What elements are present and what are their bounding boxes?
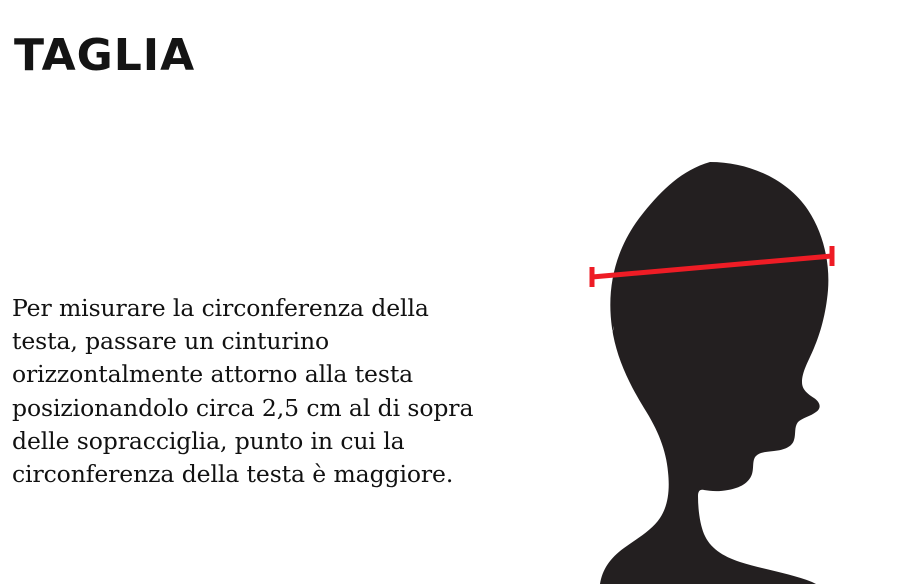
measurement-instructions: Per misurare la circonferenza della testa, passare un cinturino orizzontalmente attorno alla testa posizionandolo circa 2,5 cm al di sopra delle sopracciglia, punto in cui la circonferenza della testa è maggiore. [12,293,474,489]
head-measurement-figure [540,150,890,584]
head-silhouette-icon [579,162,828,584]
page-title: TAGLIA [14,30,196,82]
